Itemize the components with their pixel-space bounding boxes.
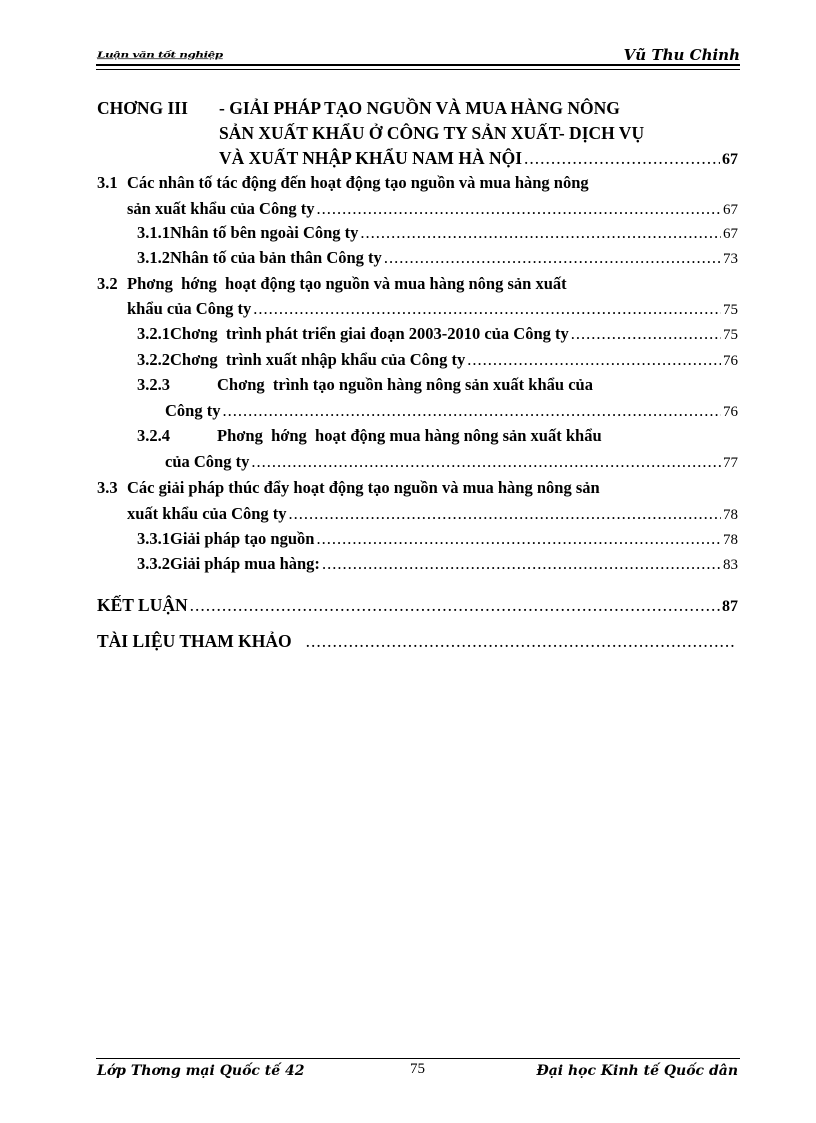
footer-university: Đại học Kinh tế Quốc dân (536, 1063, 738, 1079)
toc-entry-3-3-2 (137, 556, 738, 573)
toc-entry-title-cont: Công ty (165, 401, 221, 420)
toc-entry-page: 67 (723, 226, 738, 242)
toc-entry-number: 3.2.3 (137, 375, 170, 394)
toc-entry-title: KẾT LUẬN (97, 595, 188, 615)
toc-chapter-title-line-3: VÀ XUẤT NHẬP KHẨU NAM HÀ NỘI (219, 148, 523, 168)
running-header-left: Luận văn tốt nghiệp (97, 50, 223, 60)
toc-entry-references (97, 633, 738, 651)
header-rule-thin (96, 69, 740, 70)
toc-entry-title: Chơng trình xuất nhập khẩu của Công ty (170, 350, 466, 369)
toc-entry-3-2-1 (137, 326, 738, 343)
toc-leader-dots (316, 531, 721, 548)
toc-entry-title-cont: sản xuất khẩu của Công ty (127, 199, 315, 218)
toc-entry-3-3-cont (127, 506, 738, 523)
running-header-author: Vũ Thu Chinh (623, 46, 740, 64)
toc-entry-title: Nhân tố bên ngoài Công ty (170, 223, 359, 242)
toc-leader-dots (222, 403, 721, 420)
toc-entry-title-cont: khẩu của Công ty (127, 299, 252, 318)
toc-leader-dots (317, 201, 721, 218)
toc-chapter-line-3 (219, 150, 738, 168)
toc-entry-3-1-1 (137, 225, 738, 242)
toc-entry-number: 3.1 (97, 173, 118, 192)
toc-chapter-title-line-1: - GIẢI PHÁP TẠO NGUỒN VÀ MUA HÀNG NÔNG (219, 98, 620, 118)
toc-chapter-title-line-2: SẢN XUẤT KHẨU Ở CÔNG TY SẢN XUẤT- DỊCH VỤ (219, 123, 645, 143)
toc-leader-dots (384, 250, 721, 267)
toc-entry-page: 83 (723, 557, 738, 573)
toc-entry-title: Nhân tố của bản thân Công ty (170, 248, 382, 267)
toc-entry-title-cont: xuất khẩu của Công ty (127, 504, 287, 523)
toc-chapter-page: 67 (722, 151, 738, 168)
toc-chapter-line-1 (97, 100, 620, 118)
toc-entry-number: 3.3.2 (137, 554, 170, 573)
footer-class-name: Lớp Thơng mại Quốc tế 42 (97, 1063, 305, 1079)
toc-leader-dots (306, 633, 736, 651)
toc-entry-3-2-4 (137, 428, 602, 445)
toc-entry-page: 76 (723, 404, 738, 420)
toc-entry-page: 75 (723, 327, 738, 343)
toc-leader-dots (571, 326, 721, 343)
toc-leader-dots (253, 301, 721, 318)
toc-entry-3-2-4-cont (165, 454, 738, 471)
toc-entry-number: 3.2 (97, 274, 118, 293)
toc-entry-3-2-cont (127, 301, 738, 318)
toc-leader-dots (467, 352, 721, 369)
toc-entry-number: 3.3 (97, 478, 118, 497)
toc-entry-3-3-1 (137, 531, 738, 548)
toc-entry-number: 3.2.1 (137, 324, 170, 343)
toc-chapter-number: CHƠNG III (97, 98, 188, 118)
toc-chapter-line-2 (219, 125, 644, 143)
toc-entry-page: 78 (723, 532, 738, 548)
toc-entry-conclusion (97, 597, 738, 615)
toc-entry-page: 73 (723, 251, 738, 267)
toc-leader-dots (289, 506, 721, 523)
header-rule-thick (96, 64, 740, 66)
toc-entry-number: 3.1.1 (137, 223, 170, 242)
toc-entry-page: 78 (723, 507, 738, 523)
toc-entry-3-2-2 (137, 352, 738, 369)
toc-entry-title: Giải pháp mua hàng: (170, 554, 320, 573)
toc-entry-title: Chơng trình phát triển giai đoạn 2003-2010 của Công ty (170, 324, 569, 343)
toc-entry-number: 3.1.2 (137, 248, 170, 267)
toc-entry-3-1-2 (137, 250, 738, 267)
toc-entry-title-cont: của Công ty (165, 452, 250, 471)
toc-entry-page: 75 (723, 302, 738, 318)
toc-leader-dots (524, 150, 720, 168)
toc-entry-3-2-3 (137, 377, 593, 394)
toc-entry-page: 67 (723, 202, 738, 218)
toc-entry-3-3 (97, 480, 600, 497)
toc-entry-number: 3.2.2 (137, 350, 170, 369)
toc-entry-number: 3.2.4 (137, 426, 170, 445)
toc-leader-dots (360, 225, 721, 242)
toc-entry-title: Chơng trình tạo nguồn hàng nông sản xuất khẩu của (217, 375, 593, 394)
toc-entry-3-1-cont (127, 201, 738, 218)
toc-entry-page: 77 (723, 455, 738, 471)
footer-rule (96, 1058, 740, 1059)
toc-entry-3-2-3-cont (165, 403, 738, 420)
toc-entry-3-2 (97, 276, 567, 293)
toc-entry-number: 3.3.1 (137, 529, 170, 548)
toc-entry-page: 76 (723, 353, 738, 369)
footer-page-number: 75 (410, 1061, 425, 1077)
toc-entry-title: Các giải pháp thúc đẩy hoạt động tạo nguồn và mua hàng nông sản (127, 478, 600, 497)
toc-entry-page: 87 (722, 598, 738, 615)
toc-entry-title: Các nhân tố tác động đến hoạt động tạo nguồn và mua hàng nông (127, 173, 589, 192)
toc-entry-title: TÀI LIỆU THAM KHẢO (97, 631, 292, 651)
toc-leader-dots (251, 454, 721, 471)
toc-entry-3-1 (97, 175, 589, 192)
toc-entry-title: Phơng hớng hoạt động mua hàng nông sản xuất khẩu (217, 426, 602, 445)
toc-entry-title: Giải pháp tạo nguồn (170, 529, 315, 548)
toc-leader-dots (190, 597, 720, 615)
toc-entry-title: Phơng hớng hoạt động tạo nguồn và mua hàng nông sản xuất (127, 274, 567, 293)
toc-leader-dots (322, 556, 721, 573)
